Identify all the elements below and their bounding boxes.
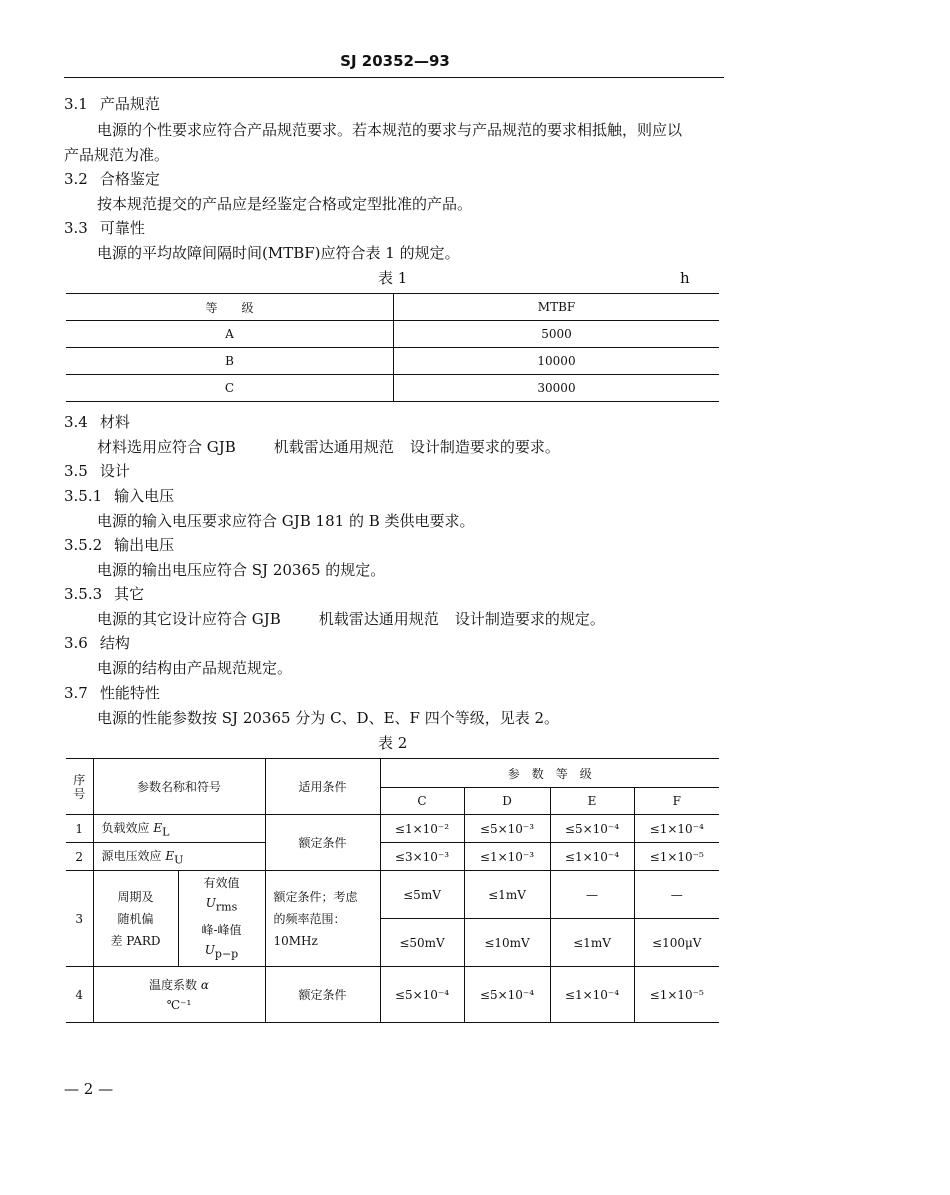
grade-e-header: E <box>550 788 634 815</box>
section-3-5-1-text: 电源的输入电压要求应符合 GJB 181 的 B 类供电要求。 <box>97 512 475 530</box>
table-row <box>66 871 719 919</box>
seq-cell: 2 <box>66 843 93 871</box>
param-cell: 负载效应 $E_L$ <box>93 815 265 843</box>
section-3-1-text: 电源的个性要求应符合产品规范要求。若本规范的要求与产品规范的要求相抵触，则应以 <box>97 121 683 139</box>
table-cell: C <box>66 375 394 402</box>
table2-caption: 表 2 <box>378 734 408 752</box>
table2 <box>66 758 719 1023</box>
seq-cell: 3 <box>66 871 93 967</box>
seq-cell: 1 <box>66 815 93 843</box>
section-3-5-1-heading: 3.5.1 输入电压 <box>64 487 175 505</box>
pp-label-cell: 峰-峰值 $U_{p-p}$ <box>178 919 265 967</box>
value-cell: ≤50mV <box>380 919 464 967</box>
table-row <box>66 348 719 375</box>
grade-d-header: D <box>464 788 550 815</box>
table1 <box>66 293 719 402</box>
section-3-7-text: 电源的性能参数按 SJ 20365 分为 C、D、E、F 四个等级，见表 2。 <box>97 709 560 727</box>
value-cell: ≤5mV <box>380 871 464 919</box>
value-cell: ≤5×10⁻⁴ <box>550 815 634 843</box>
section-3-5-2-heading: 3.5.2 输出电压 <box>64 536 175 554</box>
seq-header: 序号 <box>66 759 93 815</box>
table-row <box>66 843 719 871</box>
condition-cell: 额定条件 <box>265 967 380 1023</box>
table-cell: 10000 <box>394 348 720 375</box>
param-header: 参数名称和符号 <box>93 759 265 815</box>
section-3-5-heading: 3.5 设计 <box>64 462 130 480</box>
value-cell: ≤5×10⁻³ <box>464 815 550 843</box>
value-cell: — <box>634 871 719 919</box>
value-cell: ≤1mV <box>550 919 634 967</box>
value-cell: ≤1×10⁻⁵ <box>634 843 719 871</box>
value-cell: — <box>550 871 634 919</box>
value-cell: ≤3×10⁻³ <box>380 843 464 871</box>
value-cell: ≤1mV <box>464 871 550 919</box>
table-row <box>66 967 719 1023</box>
table-cell: 5000 <box>394 321 720 348</box>
section-3-4-heading: 3.4 材料 <box>64 413 130 431</box>
value-cell: ≤1×10⁻² <box>380 815 464 843</box>
section-3-2-text: 按本规范提交的产品应是经鉴定合格或定型批准的产品。 <box>97 195 473 213</box>
grade-header: 参 数 等 级 <box>380 759 719 788</box>
section-3-6-text: 电源的结构由产品规范规定。 <box>97 659 293 677</box>
section-3-7-heading: 3.7 性能特性 <box>64 684 160 702</box>
document-code: SJ 20352—93 <box>340 52 450 70</box>
header-rule <box>64 77 724 78</box>
value-cell: ≤1×10⁻⁵ <box>634 967 719 1023</box>
condition-header: 适用条件 <box>265 759 380 815</box>
param-cell: 源电压效应 $E_U$ <box>93 843 265 871</box>
grade-f-header: F <box>634 788 719 815</box>
section-3-6-heading: 3.6 结构 <box>64 634 130 652</box>
rms-label-cell: 有效值 $U_{rms}$ <box>178 871 265 919</box>
section-3-2-heading: 3.2 合格鉴定 <box>64 170 160 188</box>
page-number: — 2 — <box>64 1080 114 1098</box>
section-3-5-2-text: 电源的输出电压应符合 SJ 20365 的规定。 <box>97 561 386 579</box>
table-header-cell: MTBF <box>537 300 576 314</box>
param-cell: 温度系数 α ℃⁻¹ <box>93 967 265 1023</box>
condition-cell: 额定条件 <box>265 815 380 871</box>
value-cell: ≤1×10⁻⁴ <box>634 815 719 843</box>
condition-cell: 额定条件；考虑 的频率范围： 10MHz <box>265 871 380 967</box>
table-row <box>66 375 719 402</box>
table-header-row <box>66 294 719 321</box>
value-cell: ≤5×10⁻⁴ <box>380 967 464 1023</box>
section-3-5-3-text: 电源的其它设计应符合 GJB 机载雷达通用规范 设计制造要求的规定。 <box>97 610 605 628</box>
param-cell: 周期及 随机偏 差 PARD <box>93 871 178 967</box>
table-cell: B <box>66 348 394 375</box>
seq-cell: 4 <box>66 967 93 1023</box>
grade-c-header: C <box>380 788 464 815</box>
table1-unit: h <box>680 269 690 287</box>
section-3-3-heading: 3.3 可靠性 <box>64 219 145 237</box>
section-3-5-3-heading: 3.5.3 其它 <box>64 585 145 603</box>
table-row <box>66 321 719 348</box>
table-header-row <box>66 759 719 788</box>
section-3-1-text-cont: 产品规范为准。 <box>64 146 170 164</box>
table-header-cell: 等 级 <box>66 294 394 321</box>
table-cell: A <box>66 321 394 348</box>
section-3-3-text: 电源的平均故障间隔时间(MTBF)应符合表 1 的规定。 <box>97 244 460 262</box>
table1-caption: 表 1 <box>378 269 408 287</box>
value-cell: ≤100μV <box>634 919 719 967</box>
section-3-4-text: 材料选用应符合 GJB 机载雷达通用规范 设计制造要求的要求。 <box>97 438 560 456</box>
table-cell: 30000 <box>394 375 720 402</box>
value-cell: ≤5×10⁻⁴ <box>464 967 550 1023</box>
value-cell: ≤1×10⁻⁴ <box>550 843 634 871</box>
value-cell: ≤1×10⁻⁴ <box>550 967 634 1023</box>
table-row <box>66 815 719 843</box>
value-cell: ≤1×10⁻³ <box>464 843 550 871</box>
value-cell: ≤10mV <box>464 919 550 967</box>
section-3-1-heading: 3.1 产品规范 <box>64 95 160 113</box>
